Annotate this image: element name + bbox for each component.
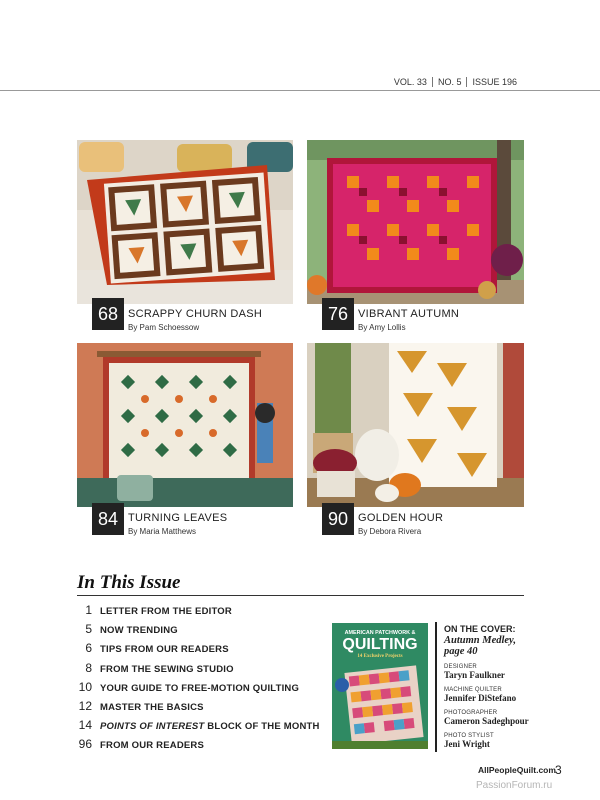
- feature-photo-golden-hour[interactable]: [307, 343, 524, 507]
- credit-role: MACHINE QUILTER: [444, 687, 502, 693]
- page-number: 3: [555, 763, 562, 777]
- feature-page-number: 84: [92, 503, 124, 535]
- toc-item[interactable]: [70, 641, 330, 660]
- toc-page: 14: [78, 718, 92, 733]
- magazine-cover-thumbnail[interactable]: [332, 623, 428, 749]
- toc-title: FROM OUR READERS: [100, 740, 205, 752]
- quilt-image: [77, 140, 293, 304]
- toc-page: 1: [85, 603, 92, 617]
- toc-page: 8: [85, 660, 92, 675]
- toc-title: MASTER THE BASICS: [100, 701, 204, 713]
- credit-name: Taryn Faulkner: [444, 670, 505, 680]
- feature-title[interactable]: GOLDEN HOUR: [358, 512, 444, 524]
- toc-title-italic: POINTS OF INTEREST: [100, 721, 205, 733]
- toc-title: [100, 721, 320, 732]
- toc-title: YOUR GUIDE TO FREE-MOTION QUILTING: [100, 682, 300, 694]
- toc-item[interactable]: [70, 737, 330, 756]
- toc-page: 10: [78, 679, 92, 694]
- toc-page: 12: [78, 698, 92, 713]
- toc-title: TIPS FROM OUR READERS: [100, 644, 229, 656]
- credit-role: PHOTO STYLIST: [444, 733, 494, 739]
- feature-byline: By Amy Lollis: [358, 323, 406, 332]
- credit-role: PHOTOGRAPHER: [444, 710, 498, 716]
- volume-label: VOL. 33: [393, 77, 427, 87]
- quilt-image: [307, 140, 524, 304]
- toc-page: 6: [85, 641, 92, 656]
- feature-byline: By Pam Schoessow: [128, 323, 200, 332]
- feature-photo-scrappy-churn-dash[interactable]: [77, 140, 293, 304]
- toc-item[interactable]: [70, 680, 330, 699]
- toc-title: FROM THE SEWING STUDIO: [100, 663, 234, 675]
- on-the-cover-title: Autumn Medley,: [444, 635, 516, 646]
- header-rule: [0, 90, 600, 91]
- issue-label: ISSUE 196: [466, 77, 522, 87]
- cover-divider: [435, 622, 437, 752]
- toc-title-rest: BLOCK OF THE MONTH: [204, 721, 320, 733]
- watermark: PassionForum.ru: [476, 780, 553, 791]
- toc-item[interactable]: [70, 622, 330, 641]
- feature-title[interactable]: SCRAPPY CHURN DASH: [128, 308, 263, 320]
- table-of-contents: [70, 603, 330, 757]
- toc-item[interactable]: [70, 661, 330, 680]
- toc-item[interactable]: [70, 603, 330, 622]
- toc-title: LETTER FROM THE EDITOR: [100, 606, 232, 617]
- quilt-image: [307, 343, 524, 507]
- on-the-cover-credits: [444, 624, 544, 749]
- feature-photo-vibrant-autumn[interactable]: [307, 140, 524, 304]
- cover-image: [332, 623, 428, 749]
- cover-masthead: QUILTING: [342, 636, 418, 653]
- feature-title[interactable]: TURNING LEAVES: [128, 512, 228, 524]
- toc-item[interactable]: [70, 699, 330, 718]
- on-the-cover-heading: ON THE COVER:: [444, 624, 516, 634]
- issue-info: [389, 77, 522, 87]
- credit-name: Cameron Sadeghpour: [444, 716, 529, 726]
- on-the-cover-page: page 40: [444, 646, 478, 657]
- toc-page: 96: [78, 737, 92, 752]
- credit-name: Jeni Wright: [444, 739, 490, 749]
- feature-byline: By Maria Matthews: [128, 527, 197, 536]
- section-rule: [77, 595, 524, 596]
- toc-title: NOW TRENDING: [100, 625, 178, 637]
- feature-page-number: 76: [322, 298, 354, 330]
- feature-title[interactable]: VIBRANT AUTUMN: [358, 308, 460, 320]
- cover-masthead-top: AMERICAN PATCHWORK &: [344, 630, 416, 636]
- credit-name: Jennifer DiStefano: [444, 693, 517, 703]
- feature-photo-turning-leaves[interactable]: [77, 343, 293, 507]
- feature-page-number: 68: [92, 298, 124, 330]
- toc-page: 5: [85, 622, 92, 637]
- cover-tagline: 14 Exclusive Projects: [357, 654, 403, 659]
- number-label: NO. 5: [432, 77, 467, 87]
- website-link[interactable]: AllPeopleQuilt.com: [478, 765, 556, 775]
- quilt-image: [77, 343, 293, 507]
- toc-item[interactable]: [70, 718, 330, 737]
- feature-page-number: 90: [322, 503, 354, 535]
- credit-role: DESIGNER: [444, 664, 477, 670]
- feature-byline: By Debora Rivera: [358, 527, 422, 536]
- in-this-issue-heading: In This Issue: [77, 572, 181, 593]
